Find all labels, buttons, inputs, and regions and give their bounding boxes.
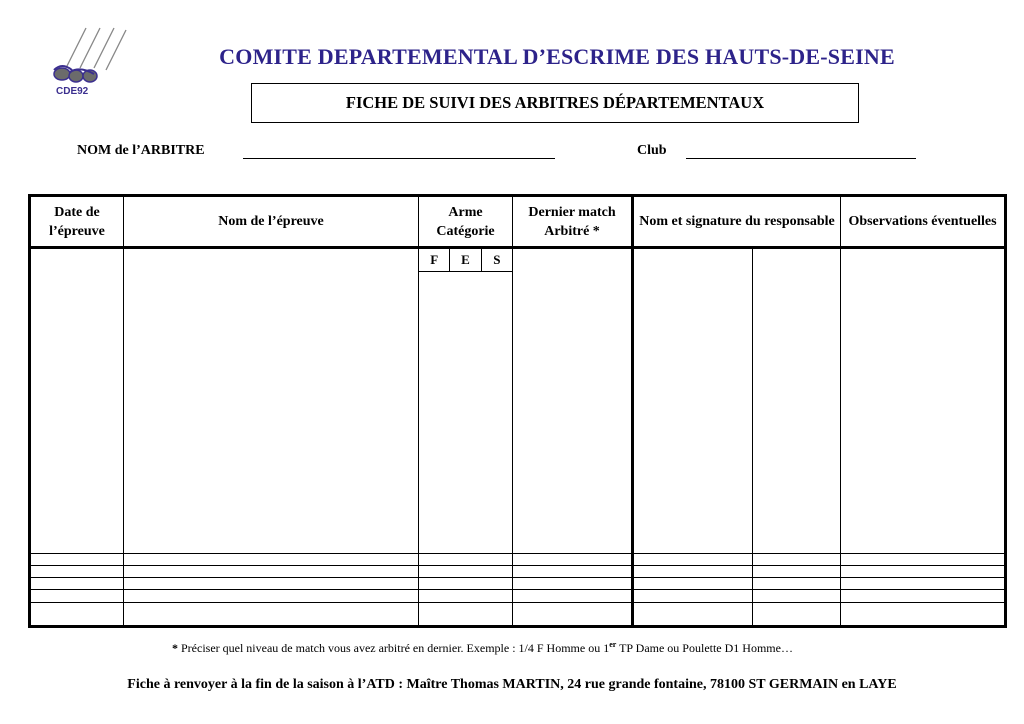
footnote-text-2: TP Dame ou Poulette D1 Homme… bbox=[616, 641, 793, 655]
header-observations: Observations éventuelles bbox=[841, 196, 1006, 248]
weapon-code-foil[interactable]: F bbox=[419, 249, 450, 271]
cell-last-match[interactable] bbox=[513, 602, 633, 626]
cell-last-match[interactable] bbox=[513, 565, 633, 577]
cell-date[interactable] bbox=[30, 602, 124, 626]
footnote-sup: er bbox=[609, 640, 617, 649]
cell-responsible-name[interactable] bbox=[633, 248, 753, 554]
cell-last-match[interactable] bbox=[513, 553, 633, 565]
cell-weapon[interactable] bbox=[419, 578, 513, 590]
cell-responsible-name[interactable] bbox=[633, 590, 753, 602]
header-signature: Nom et signature du responsable bbox=[633, 196, 841, 248]
table-row bbox=[30, 565, 1006, 577]
weapon-codes bbox=[419, 249, 512, 272]
cell-responsible-name[interactable] bbox=[633, 565, 753, 577]
cell-date[interactable] bbox=[30, 565, 124, 577]
header-date: Date de l’épreuve bbox=[30, 196, 124, 248]
referee-name-label: NOM de l’ARBITRE bbox=[77, 143, 205, 158]
form-title bbox=[251, 83, 859, 123]
organization-title: COMITE DEPARTEMENTAL D’ESCRIME DES HAUTS-DE-SEINE bbox=[219, 44, 895, 69]
weapon-code-epee[interactable]: E bbox=[450, 249, 481, 271]
cell-observations[interactable] bbox=[841, 248, 1006, 554]
logo-text: CDE92 bbox=[56, 86, 89, 97]
table-row bbox=[30, 590, 1006, 602]
header-last-match: Dernier match Arbitré * bbox=[513, 196, 633, 248]
header-event: Nom de l’épreuve bbox=[124, 196, 419, 248]
cell-date[interactable] bbox=[30, 590, 124, 602]
cell-signature[interactable] bbox=[753, 248, 841, 554]
cell-responsible-name[interactable] bbox=[633, 578, 753, 590]
cell-date[interactable] bbox=[30, 248, 124, 554]
cell-observations[interactable] bbox=[841, 553, 1006, 565]
return-address-footer: Fiche à renvoyer à la fin de la saison à l’ATD : Maître Thomas MARTIN, 24 rue grande fontaine, 78100 ST GERMAIN en LAYE bbox=[127, 677, 897, 692]
cell-event[interactable] bbox=[124, 565, 419, 577]
cell-event[interactable] bbox=[124, 553, 419, 565]
cell-event[interactable] bbox=[124, 248, 419, 554]
cell-weapon[interactable] bbox=[419, 553, 513, 565]
club-label: Club bbox=[637, 143, 667, 158]
footnote bbox=[172, 640, 793, 656]
footnote-star: * bbox=[172, 641, 178, 655]
cell-responsible-name[interactable] bbox=[633, 553, 753, 565]
cell-responsible-name[interactable] bbox=[633, 602, 753, 626]
cell-last-match[interactable] bbox=[513, 590, 633, 602]
table-row bbox=[30, 578, 1006, 590]
header-weapon: Arme Catégorie bbox=[419, 196, 513, 248]
cell-event[interactable] bbox=[124, 590, 419, 602]
cell-weapon[interactable] bbox=[419, 248, 513, 554]
cell-weapon[interactable] bbox=[419, 590, 513, 602]
form-title-text: FICHE DE SUIVI DES ARBITRES DÉPARTEMENTAUX bbox=[345, 93, 765, 112]
club-line[interactable] bbox=[686, 158, 916, 159]
table-row bbox=[30, 602, 1006, 626]
cell-event[interactable] bbox=[124, 578, 419, 590]
cell-last-match[interactable] bbox=[513, 578, 633, 590]
cell-signature[interactable] bbox=[753, 553, 841, 565]
referee-name-line[interactable] bbox=[243, 158, 555, 159]
referee-tracking-table bbox=[28, 194, 1007, 628]
cell-weapon[interactable] bbox=[419, 602, 513, 626]
footnote-text-1: Préciser quel niveau de match vous avez arbitré en dernier. Exemple : 1/4 F Homme ou 1 bbox=[181, 641, 610, 655]
cell-signature[interactable] bbox=[753, 590, 841, 602]
table-row bbox=[30, 553, 1006, 565]
cell-date[interactable] bbox=[30, 578, 124, 590]
cell-signature[interactable] bbox=[753, 565, 841, 577]
cell-event[interactable] bbox=[124, 602, 419, 626]
cell-last-match[interactable] bbox=[513, 248, 633, 554]
table-row bbox=[30, 248, 1006, 554]
weapon-code-sabre[interactable]: S bbox=[493, 252, 501, 267]
cell-observations[interactable] bbox=[841, 565, 1006, 577]
cell-signature[interactable] bbox=[753, 578, 841, 590]
cell-weapon[interactable] bbox=[419, 565, 513, 577]
cell-date[interactable] bbox=[30, 553, 124, 565]
cell-observations[interactable] bbox=[841, 602, 1006, 626]
cell-observations[interactable] bbox=[841, 578, 1006, 590]
cell-observations[interactable] bbox=[841, 590, 1006, 602]
cell-signature[interactable] bbox=[753, 602, 841, 626]
